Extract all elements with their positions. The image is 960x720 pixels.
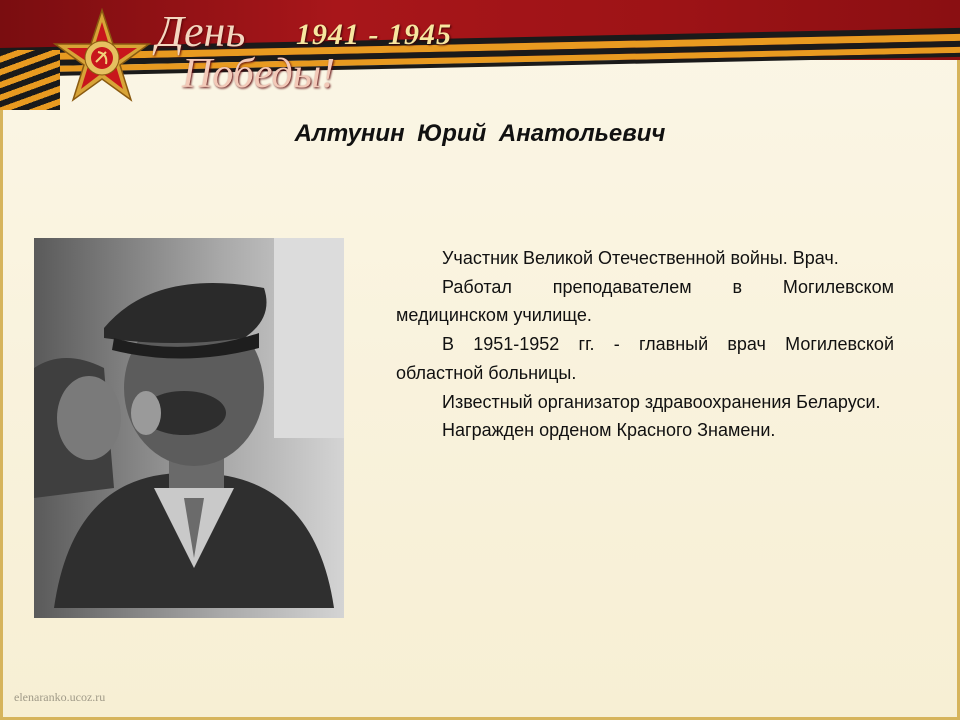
banner-years: 1941 - 1945 (296, 18, 452, 51)
source-watermark: elenaranko.ucoz.ru (14, 690, 106, 704)
banner-pobedy-text: Победы! (182, 51, 336, 97)
ribbon-loop (0, 50, 60, 110)
bio-paragraph: Участник Великой Отечественной войны. Врач. (442, 248, 839, 268)
banner-den-text: День (156, 7, 246, 56)
order-star-icon (52, 8, 152, 108)
portrait-photo (34, 238, 344, 618)
person-name-title: Алтунин Юрий Анатольевич (294, 120, 666, 147)
bio-paragraph: В 1951-1952 гг. - главный врач Могилевской областной больницы. (396, 334, 894, 383)
bio-paragraph: Награжден орденом Красного Знамени. (442, 420, 776, 441)
bio-paragraph: Известный организатор здравоохранения Беларуси. (442, 391, 881, 412)
victory-day-banner (0, 0, 960, 110)
biography-text (396, 244, 894, 445)
bio-paragraph: Работал преподавателем в Могилевском медицинском училище. (396, 276, 894, 326)
